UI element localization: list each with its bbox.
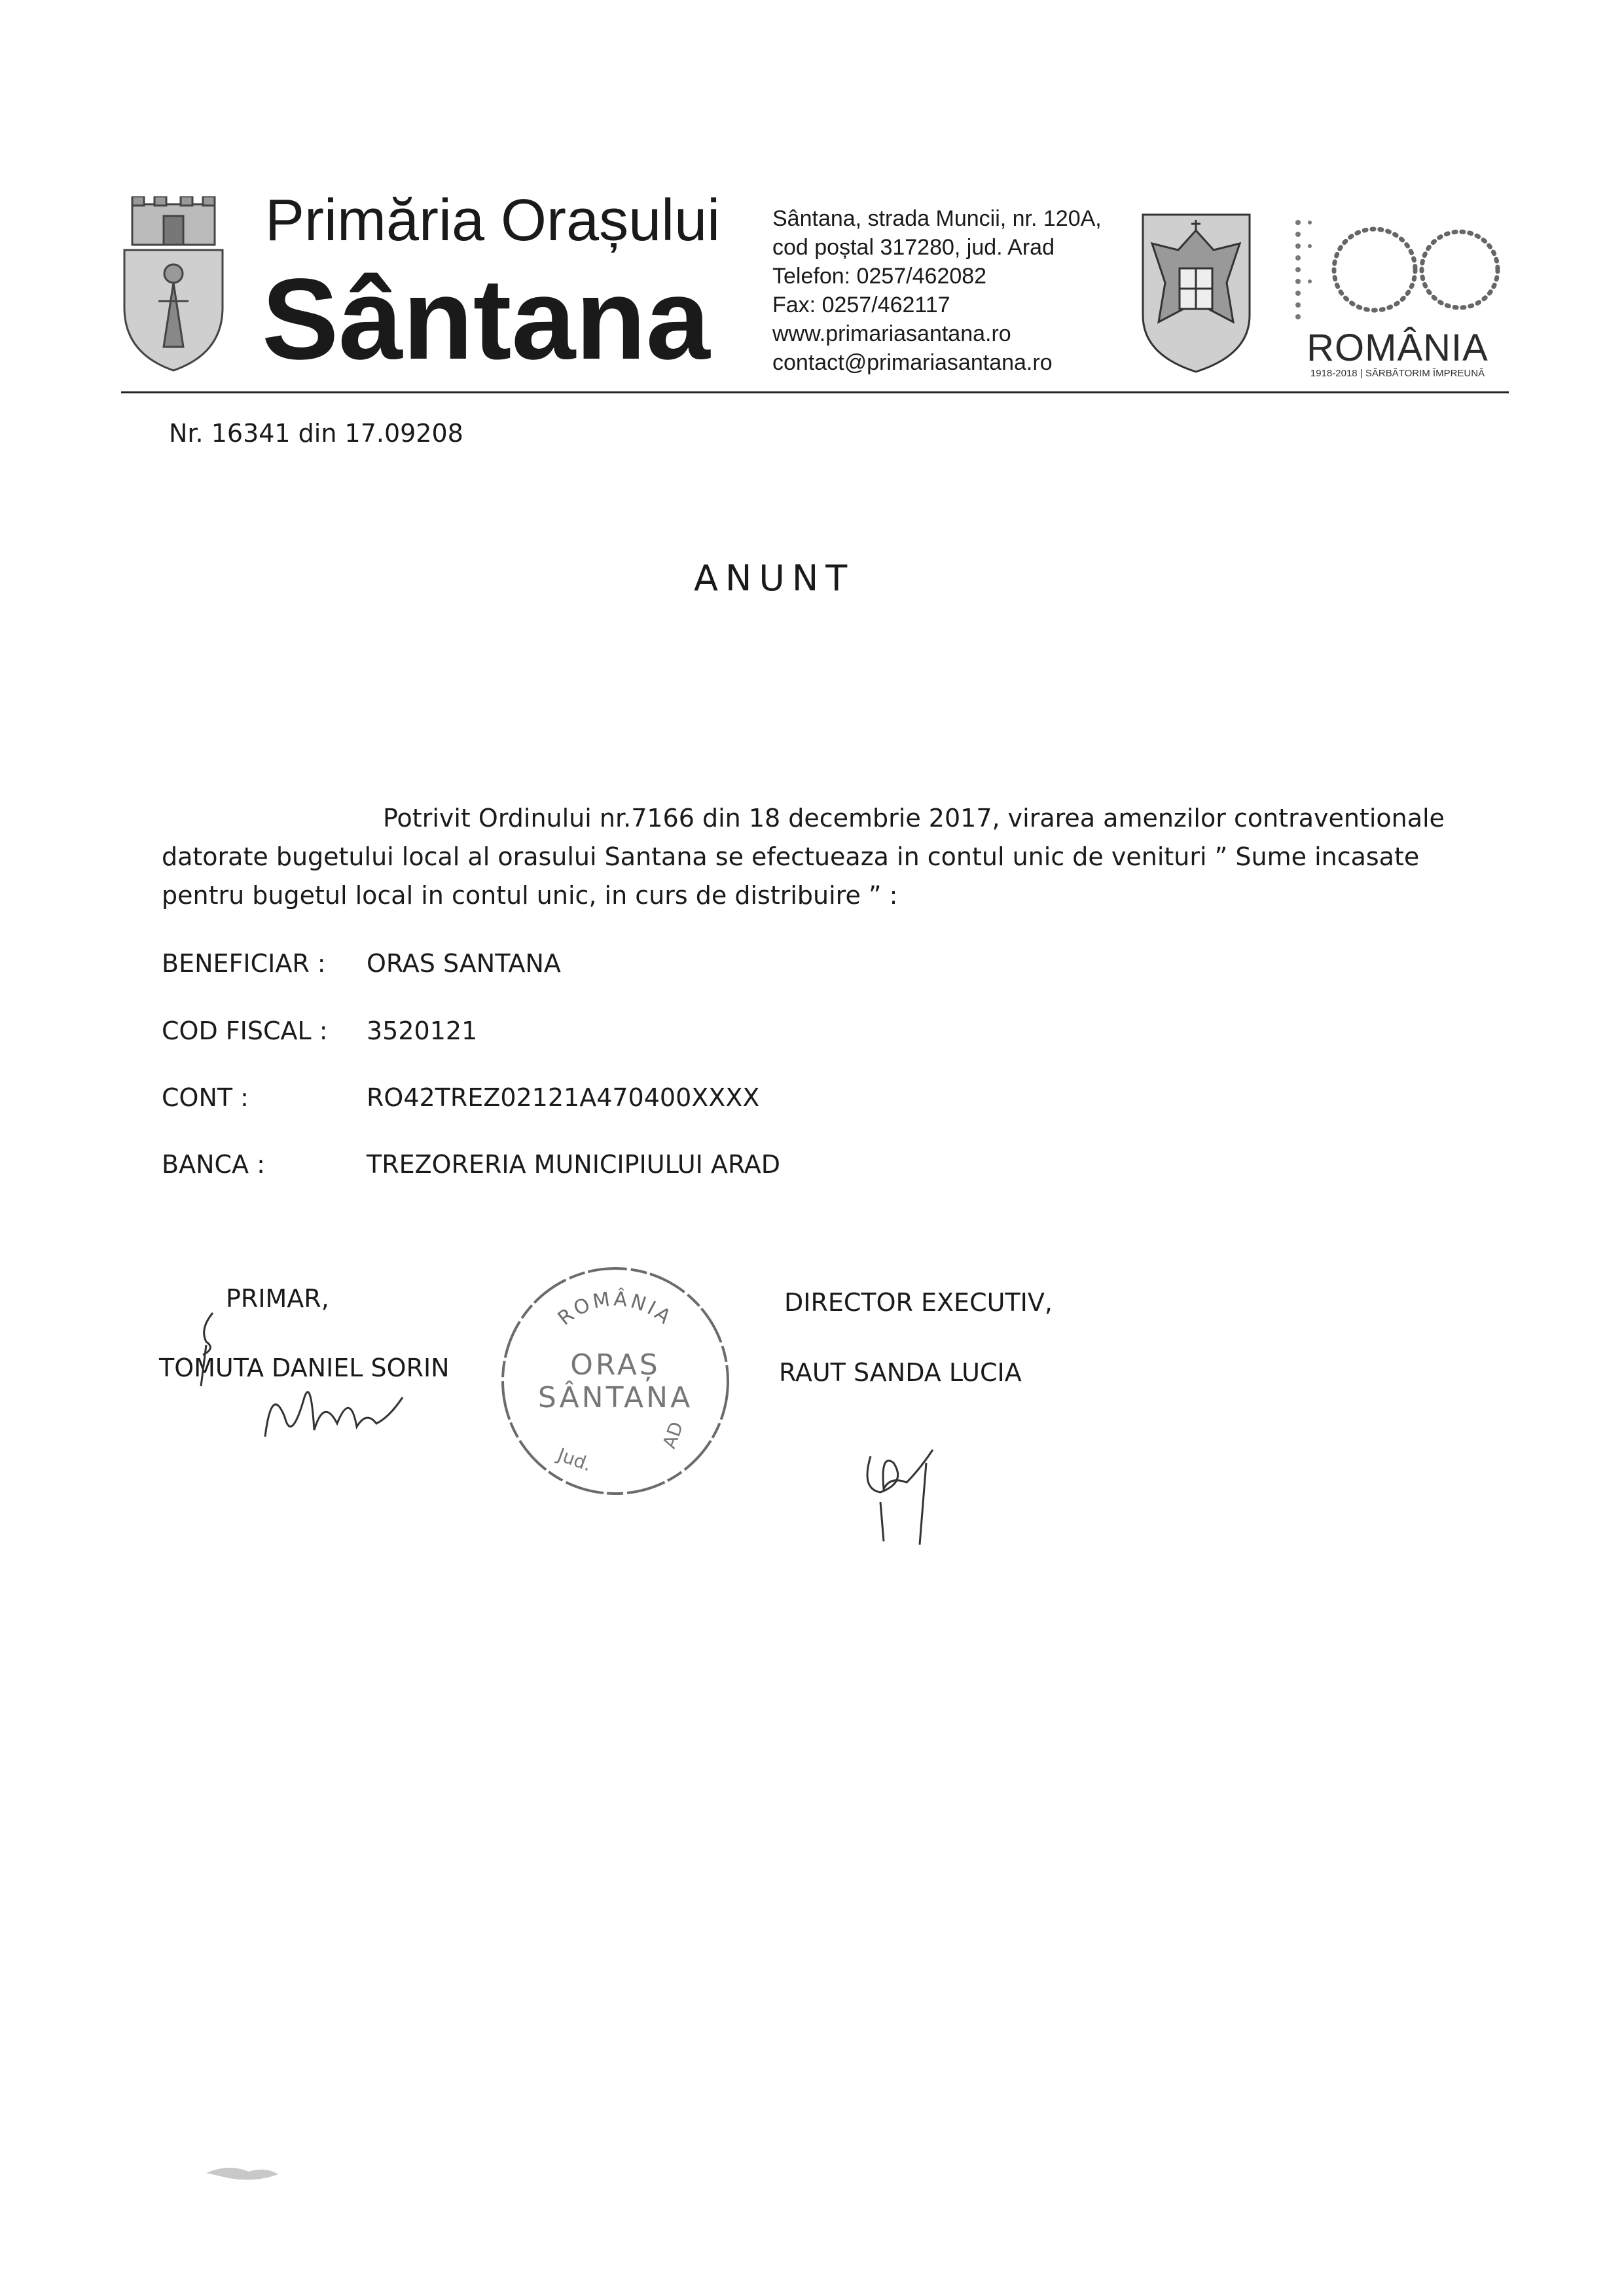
romania-coat-of-arms-icon <box>1139 211 1254 374</box>
contact-website: www.primariasantana.ro <box>772 321 1011 346</box>
stamp-line-1: ORAȘ <box>570 1348 660 1382</box>
director-signature-icon <box>854 1430 959 1548</box>
primar-title: PRIMAR, <box>226 1284 329 1313</box>
town-name: Sântana <box>262 255 710 384</box>
stamp-bottom-right: AD <box>658 1418 688 1452</box>
contact-postal: cod poștal 317280, jud. Arad <box>772 235 1055 260</box>
primar-initial-signature-icon <box>187 1309 232 1388</box>
contact-phone: Telefon: 0257/462082 <box>772 264 987 289</box>
field-label-cont: CONT : <box>162 1083 249 1112</box>
field-label-beneficiar: BENEFICIAR : <box>162 949 326 978</box>
primar-name: TOMUTA DANIEL SORIN <box>159 1354 450 1382</box>
centenar-subtitle: 1918-2018 | SĂRBĂTORIM ÎMPREUNĂ <box>1310 368 1485 379</box>
header-divider <box>121 391 1509 393</box>
official-stamp <box>494 1260 736 1502</box>
paragraph-line-3: pentru bugetul local in contul unic, in curs de distribuire ” : <box>162 881 898 910</box>
scan-smudge <box>203 2160 281 2186</box>
contact-email: contact@primariasantana.ro <box>772 350 1053 375</box>
contact-address: Sântana, strada Muncii, nr. 120A, <box>772 206 1102 231</box>
contact-fax: Fax: 0257/462117 <box>772 293 950 317</box>
field-label-banca: BANCA : <box>162 1150 265 1179</box>
field-value-cod-fiscal: 3520121 <box>367 1016 478 1045</box>
director-title: DIRECTOR EXECUTIV, <box>784 1288 1053 1317</box>
institution-name: Primăria Orașului <box>265 188 721 253</box>
city-coat-of-arms-icon <box>118 196 229 373</box>
primar-signature-icon <box>252 1371 409 1463</box>
contact-block <box>772 204 1102 377</box>
registration-number: Nr. 16341 din 17.09208 <box>169 419 463 448</box>
field-value-cont: RO42TREZ02121A470400XXXX <box>367 1083 760 1112</box>
paragraph-line-2: datorate bugetului local al orasului Santana se efectueaza in contul unic de venituri ” Sume incasate <box>162 842 1420 871</box>
stamp-bottom-left: Jud. <box>554 1443 595 1476</box>
svg-text:ROMÂNIA <box>554 1287 677 1331</box>
document-heading: ANUNT <box>694 558 855 599</box>
director-name: RAUT SANDA LUCIA <box>779 1358 1022 1387</box>
field-value-beneficiar: ORAS SANTANA <box>367 949 561 978</box>
centenar-word: ROMÂNIA <box>1307 327 1489 369</box>
field-label-cod-fiscal: COD FISCAL : <box>162 1016 328 1045</box>
paragraph-line-1: Potrivit Ordinului nr.7166 din 18 decembrie 2017, virarea amenzilor contraventionale <box>383 804 1445 833</box>
stamp-line-2: SÂNTANA <box>537 1381 693 1414</box>
stamp-top-arc: ROMÂNIA <box>553 1287 677 1331</box>
field-value-banca: TREZORERIA MUNICIPIULUI ARAD <box>367 1150 781 1179</box>
